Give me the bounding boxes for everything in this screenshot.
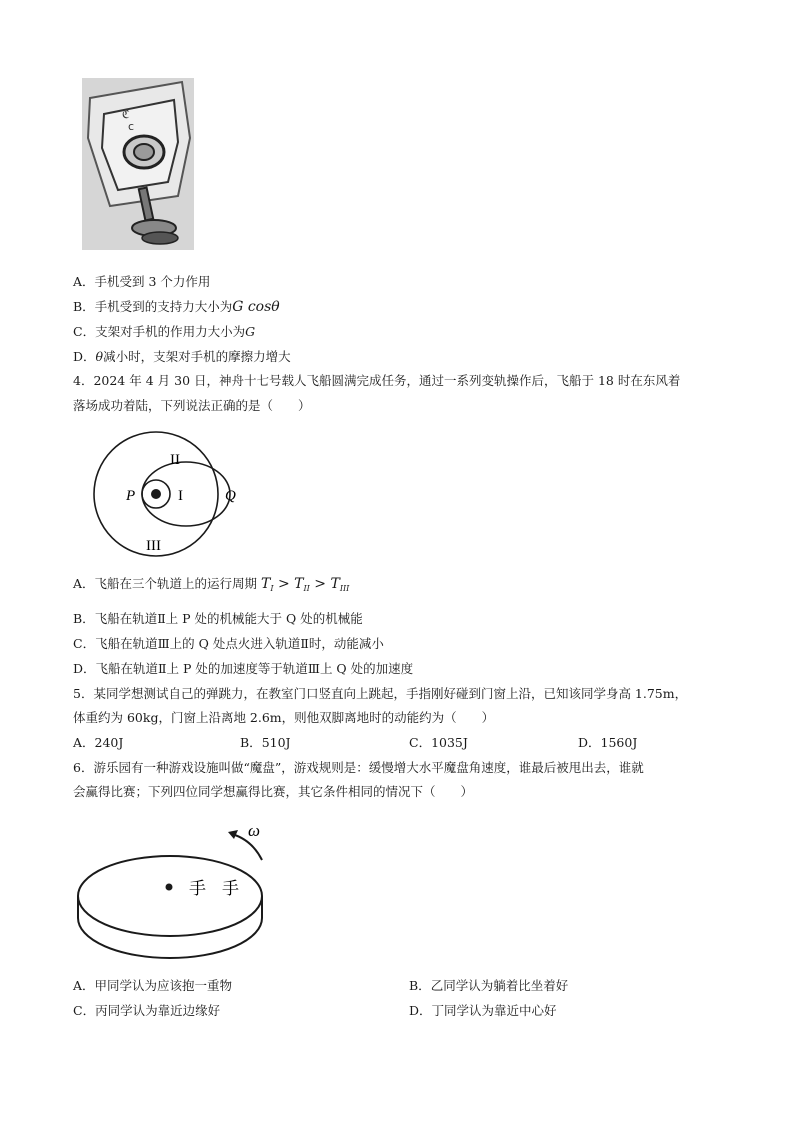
q6-option-d: D．丁同学认为靠近中心好 (409, 1003, 557, 1018)
person-figure-2: 手 (222, 879, 239, 899)
q3-option-b: B．手机受到的支持力大小为G cosθ (73, 299, 280, 315)
phone-stand-photo (82, 78, 194, 250)
q4-option-d: D．飞船在轨道Ⅱ上 P 处的加速度等于轨道Ⅲ上 Q 处的加速度 (73, 661, 414, 676)
label-point-q: Q (225, 488, 236, 504)
q5-stem-line2: 体重约为 60kg，门窗上沿离地 2.6m，则他双脚离地时的动能约为（ ） (73, 710, 495, 725)
q6-option-c: C．丙同学认为靠近边缘好 (73, 1003, 221, 1018)
phone-stand-illustration (82, 78, 194, 250)
q6-option-a: A．甲同学认为应该抱一重物 (73, 978, 233, 993)
label-point-p: P (126, 488, 136, 504)
label-orbit-i: I (178, 488, 183, 504)
q6-stem-line1: 6．游乐园有一种游戏设施叫做“魔盘”，游戏规则是：缓慢增大水平魔盘角速度，谁最后被甩出去，谁就 (73, 760, 644, 775)
person-figure-1: 手 (189, 879, 206, 899)
label-orbit-iii: III (146, 538, 161, 554)
q4-option-b: B．飞船在轨道Ⅱ上 P 处的机械能大于 Q 处的机械能 (73, 611, 363, 626)
magic-disc-diagram (72, 822, 282, 962)
q6-stem-line2: 会赢得比赛；下列四位同学想赢得比赛，其它条件相同的情况下（ ） (73, 784, 474, 799)
orbit-diagram (88, 428, 278, 568)
disc-center-dot (166, 884, 173, 891)
disc-side (78, 896, 262, 958)
q6-option-b: B．乙同学认为躺着比坐着好 (409, 978, 569, 993)
q4-stem-line2: 落场成功着陆，下列说法正确的是（ ） (73, 398, 311, 413)
q5-option-d: D．1560J (578, 735, 638, 750)
omega-label: ω (248, 822, 261, 840)
rotation-arrowhead (228, 830, 238, 839)
q5-option-b: B．510J (240, 735, 291, 750)
q3-option-d: D．θ减小时，支架对手机的摩擦力增大 (73, 349, 291, 364)
q3-option-a: A．手机受到 3 个力作用 (73, 274, 211, 289)
earth-dot (151, 489, 161, 499)
q5-stem-line1: 5．某同学想测试自己的弹跳力，在教室门口竖直向上跳起，手指刚好碰到门窗上沿，已知该同学身高 1.75m， (73, 686, 688, 701)
q5-option-c: C．1035J (409, 735, 468, 750)
q3-option-c: C．支架对手机的作用力大小为G (73, 324, 256, 339)
q4-stem-line1: 4．2024 年 4 月 30 日，神舟十七号载人飞船圆满完成任务，通过一系列变轨操作后，飞船于 18 时在东风着 (73, 373, 681, 388)
svg-text:c: c (128, 120, 135, 133)
svg-text:ℭ: ℭ (122, 108, 130, 121)
label-orbit-ii: II (170, 452, 180, 468)
q4-option-c: C．飞船在轨道Ⅲ上的 Q 处点火进入轨道Ⅱ时，动能减小 (73, 636, 384, 651)
q4-option-a: A．飞船在三个轨道上的运行周期 $T_I > T_{II} > T_{III}$ (73, 576, 350, 593)
q5-option-a: A．240J (73, 735, 124, 750)
